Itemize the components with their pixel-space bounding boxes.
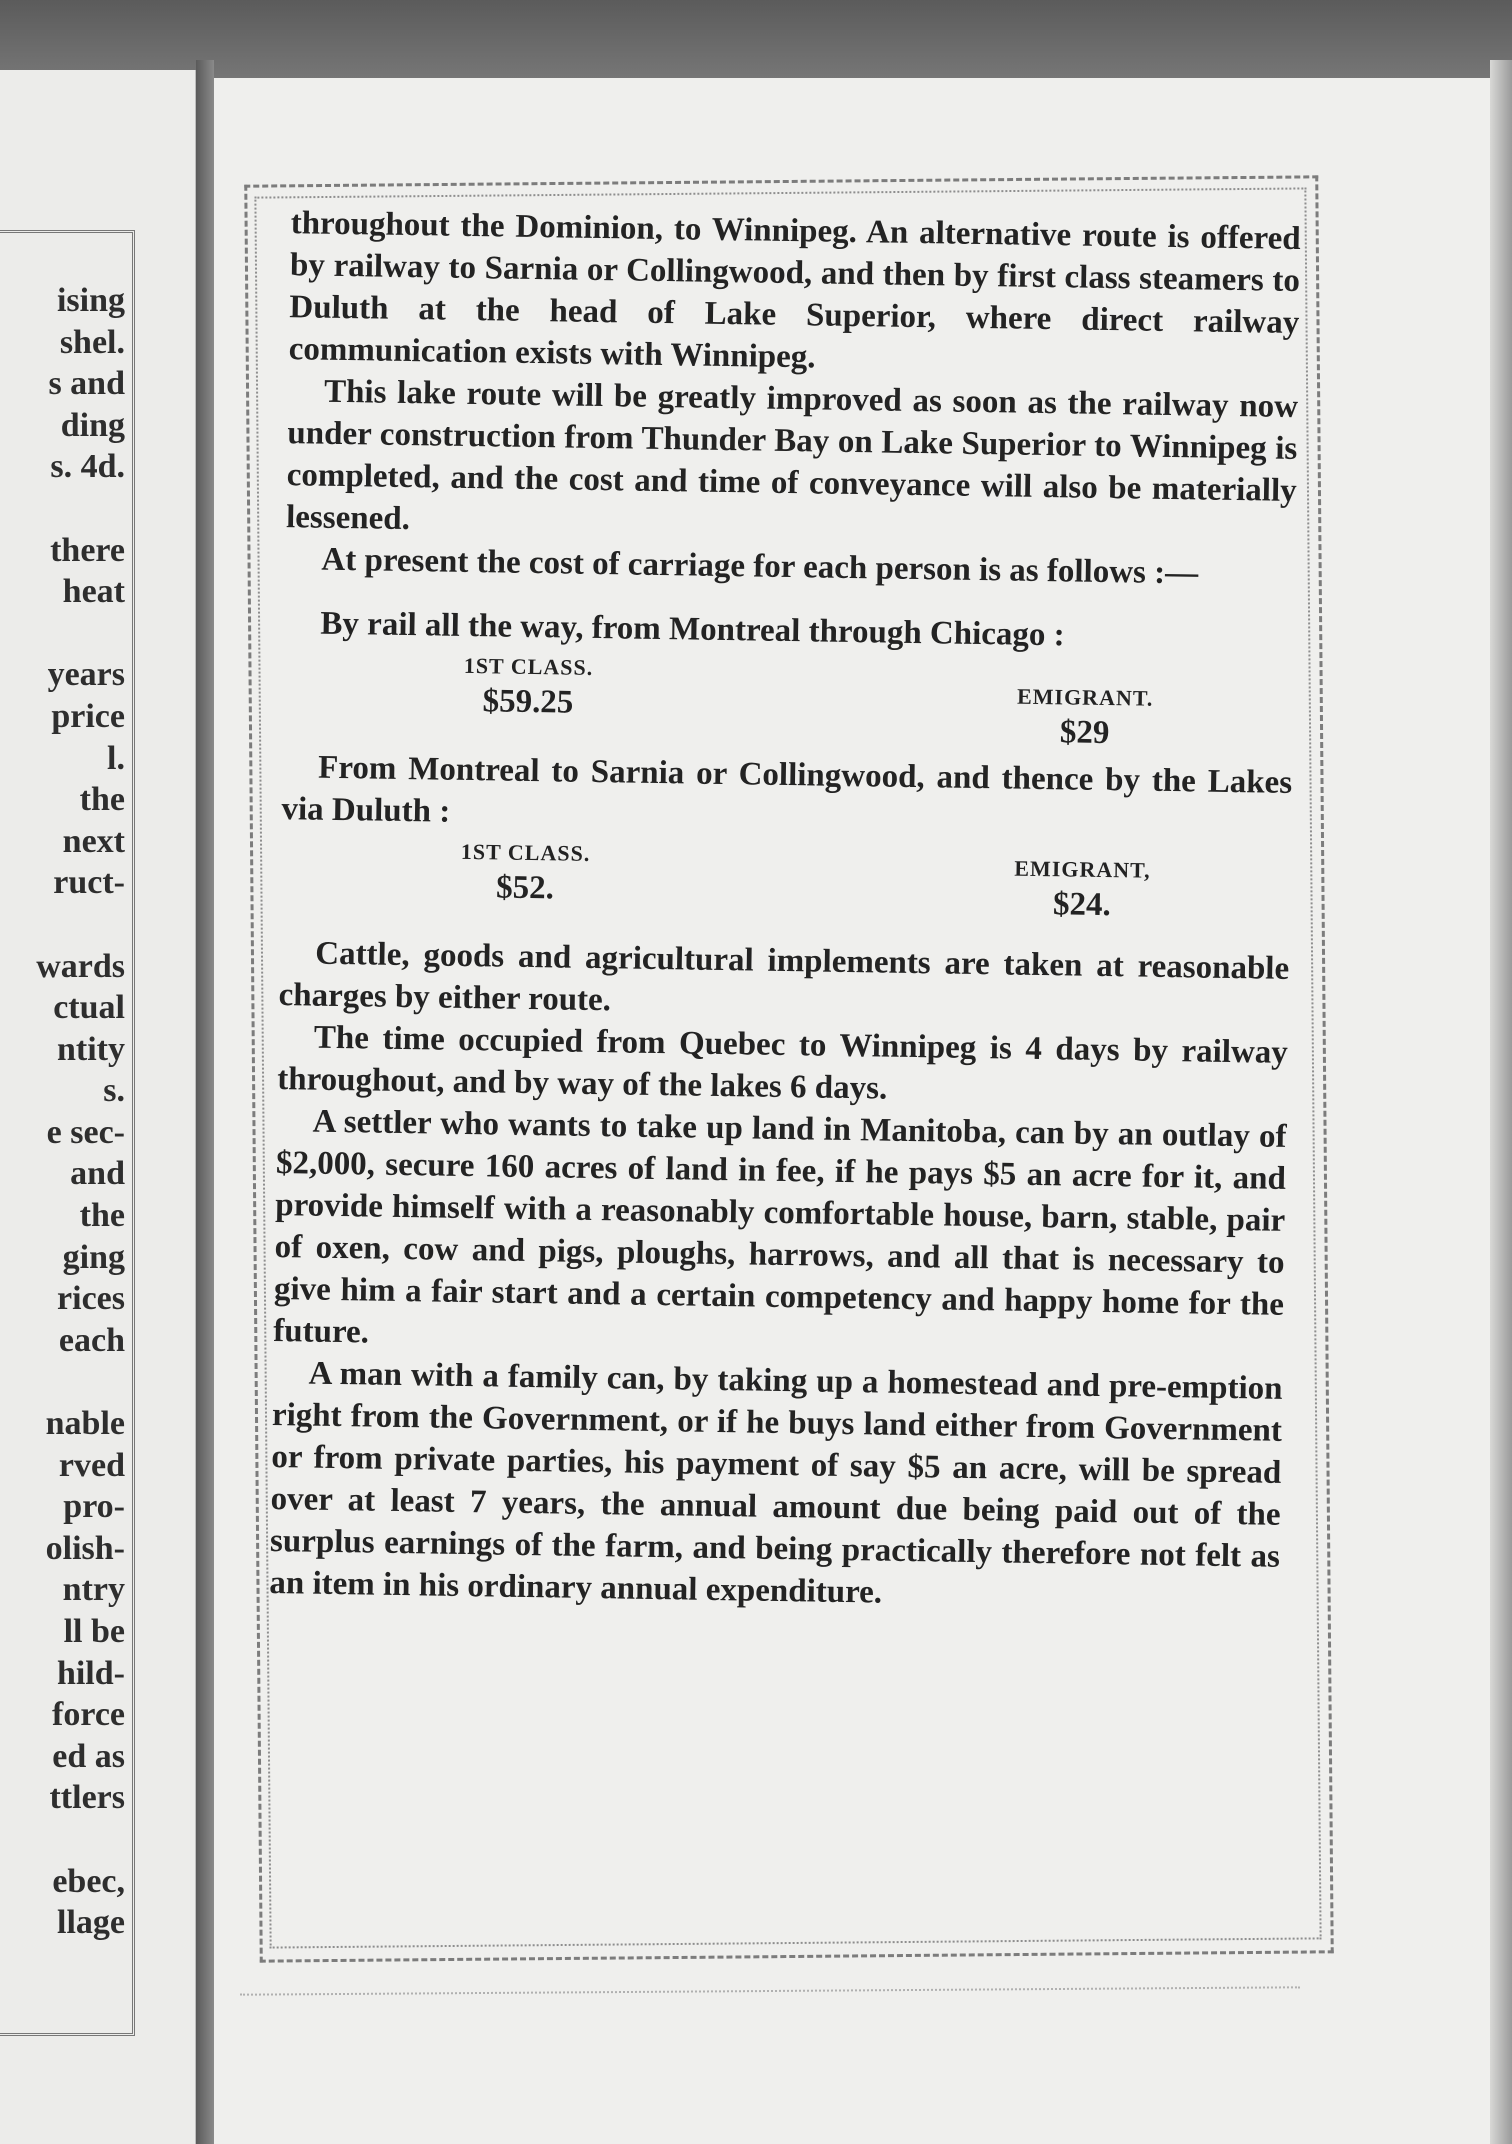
left-column-line: next [62,822,125,860]
left-column-line: price [51,697,125,735]
left-column-line: s. [103,1072,125,1110]
left-column-line: wards [36,947,125,985]
paragraph-present-cost: At present the cost of carriage for each person is as follows :— [321,541,1199,592]
route-rail-heading: By rail all the way, from Montreal through Chicago : [320,605,1065,654]
left-column-line: olish- [45,1529,125,1567]
left-column-line: nable [45,1405,125,1443]
left-column-line: shel. [59,323,125,361]
left-column-line: years [47,656,125,694]
left-column-line: force [52,1696,125,1734]
left-page-fragment [0,70,196,2144]
left-column-line: ntity [57,1030,125,1068]
left-column-line: e sec- [46,1113,125,1151]
route-lakes-heading: From Montreal to Sarnia or Collingwood, and thence by the Lakes via Duluth : [281,749,1293,830]
left-column-line: each [58,1321,125,1359]
scan-top-shadow [0,0,1512,90]
fare-amount: $29 [1059,714,1110,752]
left-column-line: s. 4d. [50,448,125,486]
fare-amount: $52. [495,869,555,907]
left-column-line: ding [60,406,125,444]
left-column-line: ruct- [53,864,125,902]
left-column-line: ging [62,1238,125,1276]
left-column-line [0,1819,125,1861]
fare-emigrant [1014,854,1151,926]
article-body [269,202,1301,1620]
left-column-line: ttlers [49,1779,125,1817]
book-gutter [196,60,214,2144]
paragraph-settler: A settler who wants to take up land in Manitoba, can by an outlay of $2,000, secure 160 acres of land in fee, if he pays $5 an acre for it, and provide himself with a reasonably comfortable house, barn, stable, pair of oxen, cow and pigs, ploughs, harrows, and all that is necessary to give him a fair start and a certain competency and happy home for the future. [273,1103,1287,1351]
fare-first-class [463,651,594,723]
paragraph-family: A man with a family can, by taking up a homestead and pre-emption right from the Government, or if he buys land either from Government or from private parties, his payment of say $5 an acre, will be spread over at least 7 years, the annual amount due being paid out of the surplus earnings of the farm, and being practically therefore not felt as an item in his ordinary annual expenditure. [269,1355,1283,1611]
left-column-line [0,904,125,946]
paragraph-lake-route: This lake route will be greatly improved as soon as the railway now under construction from Thunder Bay on Lake Superior to Winnipeg is completed, and the cost and time of conveyance will also be materially lessened. [285,373,1299,538]
left-column-line: heat [62,573,125,611]
left-column-line [0,613,125,655]
left-column-line: ll be [63,1613,125,1650]
paragraph-intro: throughout the Dominion, to Winnipeg. An alternative route is offered by railway to Sarnia or Collingwood, and then by first class steamers to Duluth at the head of Lake Superior, where direct railway communication exists with Winnipeg. [288,205,1301,376]
fare-class-label: 1ST CLASS. [463,652,594,680]
left-column-line: pro- [63,1488,125,1526]
left-column-line: hild- [56,1654,125,1692]
left-column-line: ntry [62,1571,125,1609]
fare-class-label: EMIGRANT. [1016,683,1154,711]
fare-class-label: EMIGRANT, [1014,855,1151,883]
fare-emigrant [1016,682,1153,754]
left-column-text [0,280,125,1944]
left-column-line: ising [56,282,125,319]
left-column-line [0,1361,125,1403]
fare-amount: $24. [1052,886,1112,924]
fares-rail [283,648,1294,752]
paragraph-cattle: Cattle, goods and agricultural implements are taken at reasonable charges by either route. [278,935,1290,1019]
fares-lakes [280,834,1291,924]
left-column-line: llage [57,1904,125,1942]
paragraph-time: The time occupied from Quebec to Winnipeg is 4 days by railway throughout, and by way of the lakes 6 days. [277,1019,1289,1107]
left-column-line: rved [58,1446,125,1484]
fare-amount: $59.25 [482,683,574,721]
left-column-line: and [70,1155,125,1193]
left-column-line: there [50,531,125,569]
left-column-line: ed as [52,1737,125,1775]
left-column-line: s and [48,365,125,403]
fare-first-class [460,837,591,909]
left-column-line: the [79,1197,125,1235]
fare-class-label: 1ST CLASS. [460,838,591,866]
page-edge [1490,60,1512,2144]
left-column-line: rices [57,1280,125,1318]
left-column-line: the [79,781,125,819]
left-column-line [0,488,125,530]
left-column-line: ebec, [52,1862,125,1900]
left-column-line: ctual [53,989,125,1027]
left-column-line: l. [107,739,125,777]
